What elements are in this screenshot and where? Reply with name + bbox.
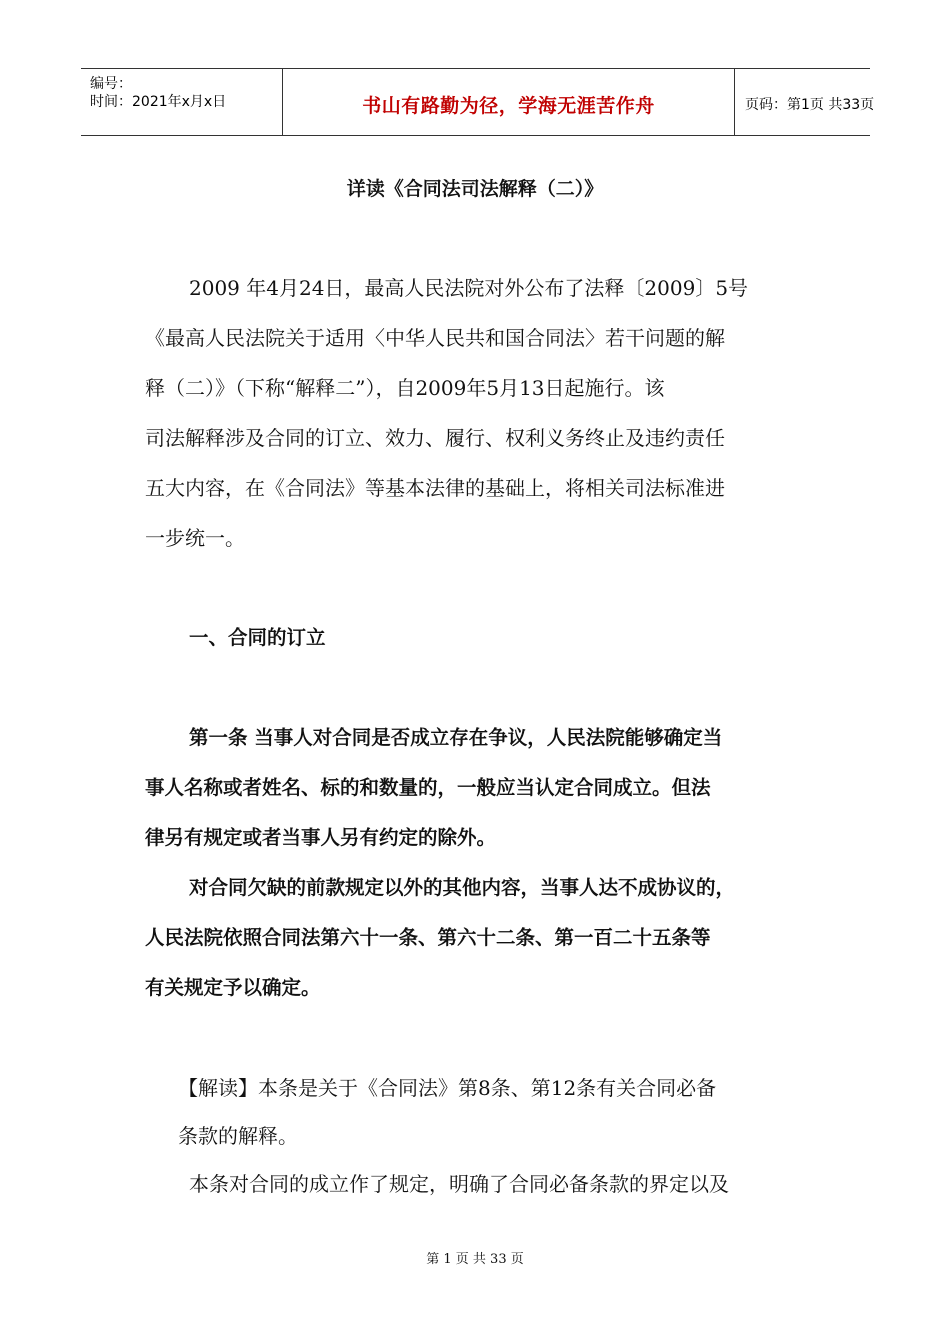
document-title: 详读《合同法司法解释（二）》 bbox=[346, 178, 604, 200]
article-line: 有关规定予以确定。 bbox=[145, 976, 321, 999]
interpretation-line: 【解读】本条是关于《合同法》第8条、第12条有关合同必备 bbox=[178, 1076, 717, 1100]
header-right-cell bbox=[735, 69, 875, 135]
article-line: 对合同欠缺的前款规定以外的其他内容，当事人达不成协议的， bbox=[189, 876, 736, 899]
article-line: 事人名称或者姓名、标的和数量的，一般应当认定合同成立。但法 bbox=[145, 776, 711, 799]
article-line: 人民法院依照合同法第六十一条、第六十二条、第一百二十五条等 bbox=[145, 926, 711, 949]
interpretation-line: 条款的解释。 bbox=[178, 1124, 298, 1148]
article-line: 第一条 当事人对合同是否成立存在争议，人民法院能够确定当 bbox=[189, 726, 723, 749]
intro-line: 释（二）》（下称“解释二”），自2009年5月13日起施行。该 bbox=[145, 376, 665, 400]
page-label: 页码：第1页 共33页 bbox=[745, 97, 875, 113]
header-motto-cell bbox=[282, 69, 735, 135]
header-left-cell bbox=[81, 69, 282, 135]
article-line: 律另有规定或者当事人另有约定的除外。 bbox=[145, 826, 497, 849]
page-footer: 第 1 页 共 33 页 bbox=[426, 1252, 524, 1267]
section-heading: 一、合同的订立 bbox=[189, 626, 326, 649]
header-table bbox=[81, 68, 875, 136]
motto-text: 书山有路勤为径，学海无涯苦作舟 bbox=[362, 95, 655, 117]
intro-line: 司法解释涉及合同的订立、效力、履行、权利义务终止及违约责任 bbox=[145, 426, 725, 450]
number-label: 编号： bbox=[90, 76, 132, 92]
intro-line: 《最高人民法院关于适用〈中华人民共和国合同法〉若干问题的解 bbox=[145, 326, 725, 350]
time-label: 时间：2021年x月x日 bbox=[90, 94, 227, 110]
intro-line: 一步统一。 bbox=[145, 526, 245, 550]
intro-line: 2009 年4月24日，最高人民法院对外公布了法释〔2009〕5号 bbox=[189, 276, 749, 300]
interpretation-line: 本条对合同的成立作了规定，明确了合同必备条款的界定以及 bbox=[189, 1172, 729, 1196]
intro-line: 五大内容，在《合同法》等基本法律的基础上，将相关司法标准进 bbox=[145, 476, 725, 500]
